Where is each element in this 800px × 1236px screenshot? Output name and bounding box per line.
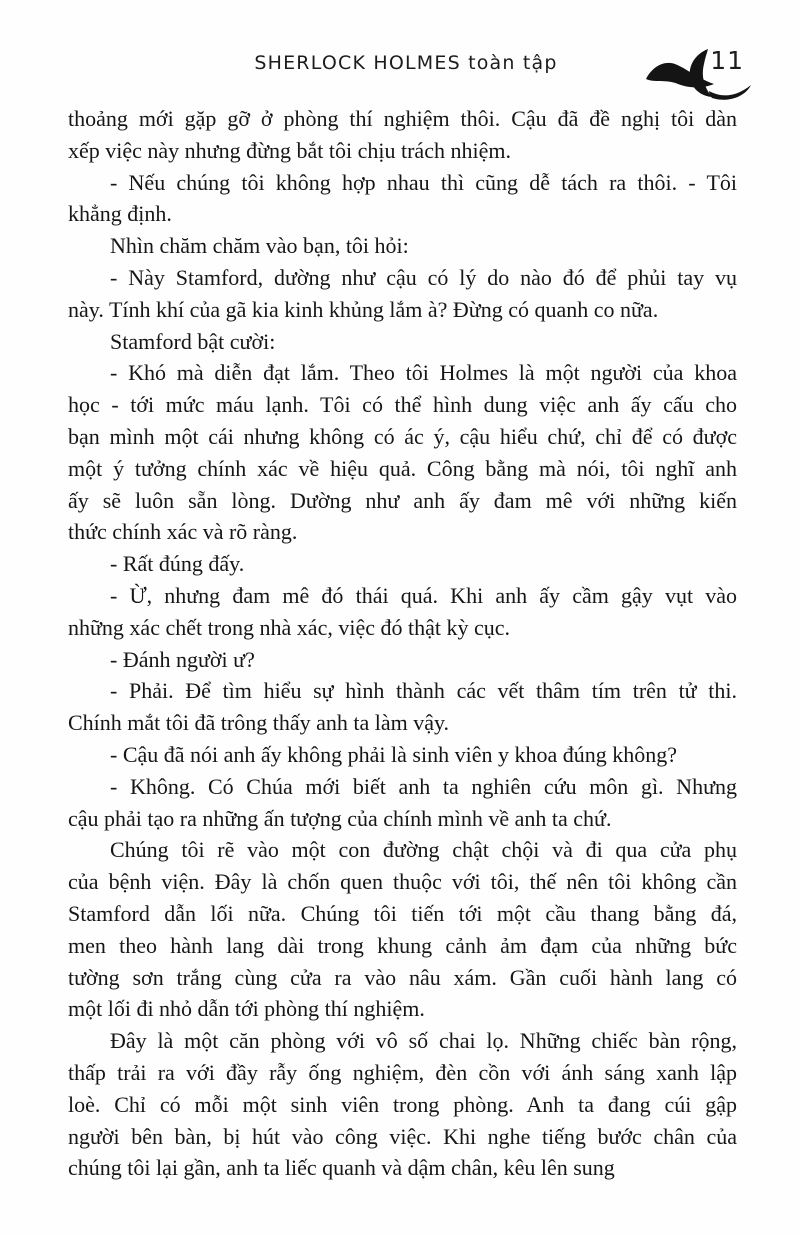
text-line: bạn mình một cái nhưng không có ác ý, cậu hiểu chứ, chỉ để có được [68,423,737,449]
text-line: - Rất đúng đấy. [110,551,245,577]
page-header [0,48,800,100]
text-line: Nhìn chăm chăm vào bạn, tôi hỏi: [110,233,409,259]
text-line: những xác chết trong nhà xác, việc đó thật kỳ cục. [68,614,510,640]
text-line: này. Tính khí của gã kia kinh khủng lắm à? Đừng có quanh co nữa. [68,296,659,322]
text-line: tường sơn trắng cùng cửa ra vào nâu xám. Gần cuối hành lang có [68,964,737,990]
text-line: - Khó mà diễn đạt lắm. Theo tôi Holmes là một người của khoa [110,360,737,386]
text-line: của bệnh viện. Đây là chốn quen thuộc với tôi, thế nên tôi không cần [68,869,737,895]
text-line: - Này Stamford, dường như cậu có lý do nào đó để phủi tay vụ [110,264,737,290]
text-line: Chính mắt tôi đã trông thấy anh ta làm vậy. [68,710,450,736]
text-line: loè. Chỉ có mỗi một sinh viên trong phòng. Anh ta đang cúi gập [68,1091,737,1117]
text-line: học - tới mức máu lạnh. Tôi có thể hình dung việc anh ấy cấu cho [68,392,737,418]
text-line: thấp trải ra với đầy rẫy ống nghiệm, đèn cồn với ánh sáng xanh lập [68,1059,737,1085]
text-line: - Ừ, nhưng đam mê đó thái quá. Khi anh ấy cầm gậy vụt vào [110,582,737,608]
text-line: ấy sẽ luôn sẵn lòng. Dường như anh ấy đam mê với những kiến [68,487,737,513]
text-line: thoảng mới gặp gỡ ở phòng thí nghiệm thôi. Cậu đã đề nghị tôi dàn [68,106,737,131]
text-line: xếp việc này nhưng đừng bắt tôi chịu trách nhiệm. [68,137,511,163]
text-line: một ý tưởng chính xác về hiệu quả. Công bằng mà nói, tôi nghĩ anh [68,455,737,481]
text-line: - Không. Có Chúa mới biết anh ta nghiên cứu môn gì. Nhưng [110,773,737,799]
text-line: - Đánh người ư? [110,646,255,672]
text-line: người bên bàn, bị hút vào công việc. Khi nghe tiếng bước chân của [68,1123,737,1149]
page-number: 11 [710,46,744,75]
text-line: Stamford dẫn lối nữa. Chúng tôi tiến tới một cầu thang bằng đá, [68,900,737,926]
text-line: - Nếu chúng tôi không hợp nhau thì cũng dễ tách ra thôi. - Tôi [110,169,737,195]
text-line: Stamford bật cười: [110,328,276,354]
text-line: men theo hành lang dài trong khung cảnh ảm đạm của những bức [68,932,737,958]
text-line: thức chính xác và rõ ràng. [68,519,298,545]
text-line: Đây là một căn phòng với vô số chai lọ. Những chiếc bàn rộng, [110,1028,737,1054]
text-line: - Cậu đã nói anh ấy không phải là sinh viên y khoa đúng không? [110,741,678,767]
header-ornament [642,44,757,100]
text-line: chúng tôi lại gần, anh ta liếc quanh và dậm chân, kêu lên sung [68,1155,615,1181]
text-line: - Phải. Để tìm hiểu sự hình thành các vết thâm tím trên tử thi. [110,678,737,704]
page-body [68,103,737,1184]
text-line: Chúng tôi rẽ vào một con đường chật chội và đi qua cửa phụ [110,837,737,863]
running-title: SHERLOCK HOLMES toàn tập [254,52,558,74]
text-line: cậu phải tạo ra những ấn tượng của chính mình về anh ta chứ. [68,805,612,831]
text-line: một lối đi nhỏ dẫn tới phòng thí nghiệm. [68,996,425,1022]
text-line: khẳng định. [68,201,172,227]
